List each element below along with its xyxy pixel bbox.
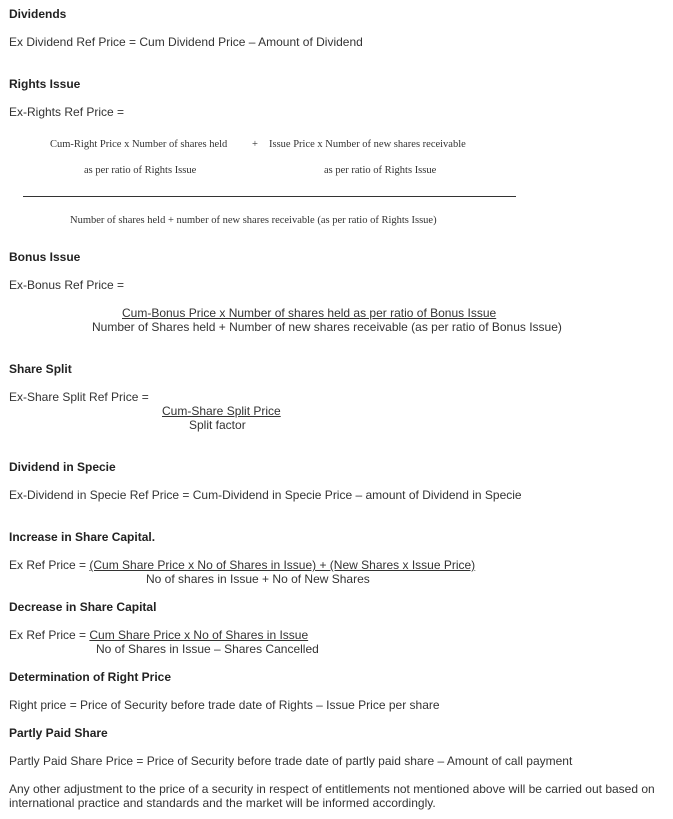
formula-dividends: Ex Dividend Ref Price = Cum Dividend Price – Amount of Dividend	[9, 35, 363, 49]
heading-right-price: Determination of Right Price	[9, 670, 172, 684]
bonus-denominator: Number of Shares held + Number of new shares receivable (as per ratio of Bonus Issue)	[92, 320, 562, 334]
heading-decrease-share-capital: Decrease in Share Capital	[9, 600, 157, 614]
rights-plus-sign: +	[252, 139, 258, 150]
decrease-denominator: No of Shares in Issue – Shares Cancelled	[96, 642, 319, 656]
heading-dividend-in-specie: Dividend in Specie	[9, 460, 116, 474]
bonus-numerator: Cum-Bonus Price x Number of shares held as per ratio of Bonus Issue	[122, 306, 497, 320]
heading-rights-issue: Rights Issue	[9, 77, 81, 91]
heading-dividends: Dividends	[9, 7, 67, 21]
rights-numerator-right-line2: as per ratio of Rights Issue	[324, 165, 437, 176]
rights-intro: Ex-Rights Ref Price =	[9, 105, 125, 119]
rights-numerator-right-line1: Issue Price x Number of new shares receivable	[269, 139, 466, 150]
footer-note: Any other adjustment to the price of a security in respect of entitlements not mentioned above will be carried out based on international practice and standards and the market will be informed accordingly.	[9, 782, 655, 810]
decrease-numerator: Cum Share Price x No of Shares in Issue	[89, 628, 309, 642]
rights-denominator: Number of shares held + number of new shares receivable (as per ratio of Rights Issue)	[70, 215, 437, 226]
heading-share-split: Share Split	[9, 362, 72, 376]
heading-bonus-issue: Bonus Issue	[9, 250, 81, 264]
heading-partly-paid-share: Partly Paid Share	[9, 726, 108, 740]
split-intro: Ex-Share Split Ref Price =	[9, 390, 149, 404]
bonus-intro: Ex-Bonus Ref Price =	[9, 278, 125, 292]
heading-increase-share-capital: Increase in Share Capital.	[9, 530, 156, 544]
formula-dividend-in-specie: Ex-Dividend in Specie Ref Price = Cum-Dividend in Specie Price – amount of Dividend in Specie	[9, 488, 522, 502]
increase-prefix: Ex Ref Price =	[9, 558, 90, 572]
increase-denominator: No of shares in Issue + No of New Shares	[146, 572, 370, 586]
decrease-formula-line	[9, 628, 308, 642]
rights-numerator-left-line2: as per ratio of Rights Issue	[84, 165, 197, 176]
increase-numerator: (Cum Share Price x No of Shares in Issue) + (New Shares x Issue Price)	[89, 558, 476, 572]
rights-numerator-left-line1: Cum-Right Price x Number of shares held	[50, 139, 228, 150]
decrease-prefix: Ex Ref Price =	[9, 628, 90, 642]
split-denominator: Split factor	[189, 418, 246, 432]
formula-right-price: Right price = Price of Security before trade date of Rights – Issue Price per share	[9, 698, 440, 712]
increase-formula-line	[9, 558, 475, 572]
rights-fraction-bar	[23, 196, 516, 197]
split-numerator: Cum-Share Split Price	[162, 404, 281, 418]
formula-partly-paid-share: Partly Paid Share Price = Price of Security before trade date of partly paid share – Amount of call payment	[9, 754, 573, 768]
